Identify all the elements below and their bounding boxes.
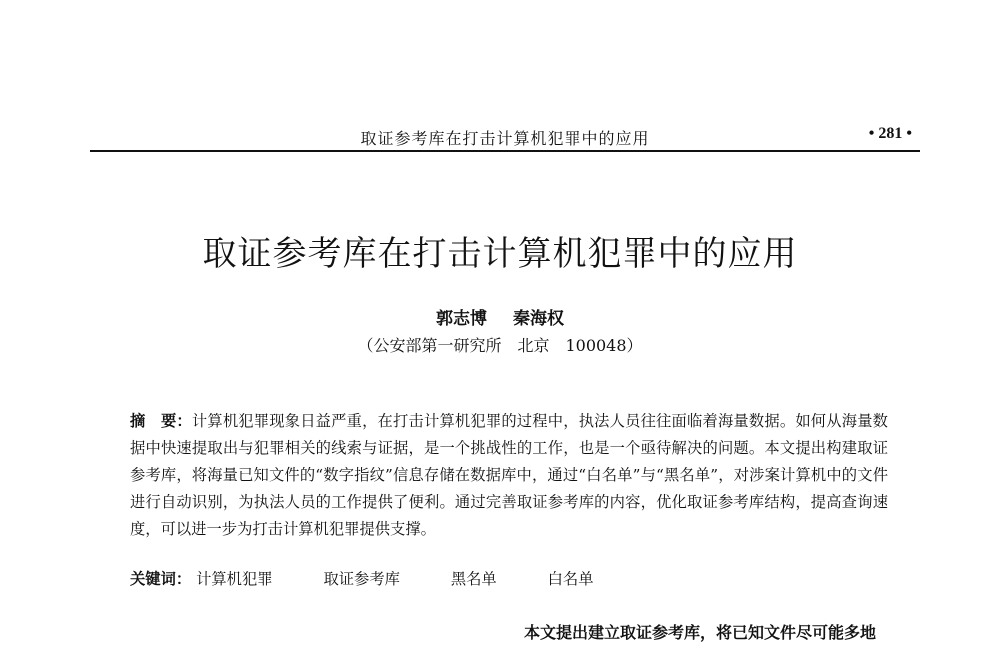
author-affiliation: （公安部第一研究所 北京 100048） — [357, 336, 643, 355]
abstract-label: 摘 要： — [130, 412, 192, 430]
page-number: • 281 • — [868, 125, 912, 142]
keyword-item: 黑名单 — [450, 570, 497, 588]
abstract-text: 计算机犯罪现象日益严重，在打击计算机犯罪的过程中，执法人员往往面临着海量数据。如何从海量数据中快速提取出与犯罪相关的线索与证据，是一个挑战性的工作，也是一个亟待解决的问题。本文提出构建取证参考库，将海量已知文件的“数字指纹”信息存储在数据库中，通过“白名单”与“黑名单”，对涉案计算机中的文件进行自动识别，为执法人员的工作提供了便利。通过完善取证参考库的内容，优化取证参考库结构，提高查询速度，可以进一步为打击计算机犯罪提供支撑。 — [130, 412, 888, 538]
keyword-item: 白名单 — [547, 570, 594, 588]
running-head-title: 取证参考库在打击计算机犯罪中的应用 — [360, 129, 650, 148]
keyword-item: 计算机犯罪 — [196, 570, 273, 588]
author-list — [0, 304, 1000, 329]
keywords-label: 关键词： — [130, 570, 192, 588]
keywords — [130, 566, 890, 593]
author-name: 秦海权 — [512, 309, 564, 329]
author-name: 郭志博 — [436, 309, 488, 329]
keyword-item: 取证参考库 — [323, 570, 400, 588]
abstract — [130, 408, 888, 543]
running-head — [90, 120, 920, 152]
body-text-line: 本文提出建立取证参考库，将已知文件尽可能多地 — [524, 623, 877, 642]
article-title: 取证参考库在打击计算机犯罪中的应用 — [202, 234, 798, 274]
